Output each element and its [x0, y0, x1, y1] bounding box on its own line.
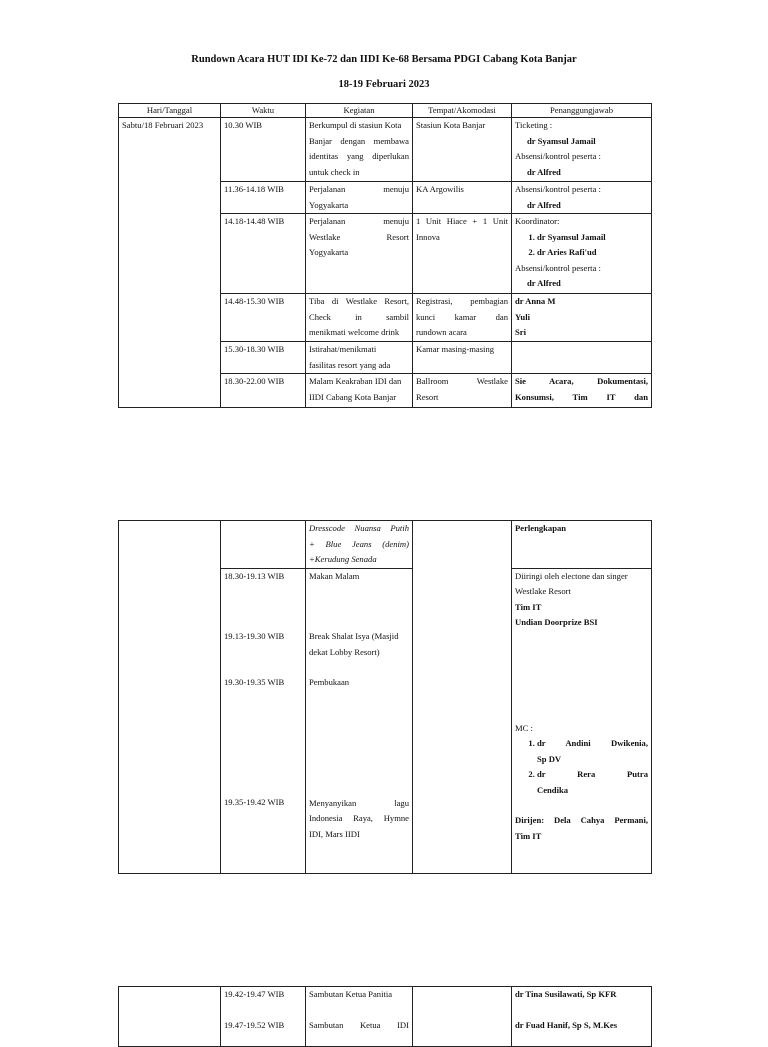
time-cell: 18.30-22.00 WIB: [221, 374, 306, 408]
rundown-table-3: [118, 986, 652, 1047]
time-cell: 11.36-14.18 WIB: [221, 182, 306, 214]
day-cell: [119, 987, 221, 1047]
table-header-row: [119, 104, 652, 118]
place-cell: Kamar masing-masing: [413, 342, 512, 374]
place-cell: 1 Unit Hiace + 1 Unit Innova: [413, 214, 512, 294]
table-row: [119, 521, 652, 569]
list-item: 2. dr Rera Putra Cendika: [537, 767, 648, 798]
pic-cell: Absensi/kontrol peserta : dr Alfred: [512, 182, 652, 214]
dresscode-cell: Dresscode Nuansa Putih + Blue Jeans (denim) +Kerudung Senada: [306, 521, 413, 569]
place-cell: Registrasi, pembagian kunci kamar dan rundown acara: [413, 294, 512, 342]
activity-cell: Malam Keakraban IDI dan IIDI Cabang Kota Banjar: [306, 374, 413, 408]
time-cell: 14.18-14.48 WIB: [221, 214, 306, 294]
list-item: 1. dr Syamsul Jamail: [537, 230, 648, 246]
place-cell: Stasiun Kota Banjar: [413, 118, 512, 182]
table-row: [119, 987, 652, 1047]
time-cell: [221, 521, 306, 569]
time-cell: 14.48-15.30 WIB: [221, 294, 306, 342]
activity-cell: Sambutan Ketua Panitia Sambutan Ketua IDI: [306, 987, 413, 1047]
pic-cell: [512, 342, 652, 374]
rundown-table-1: [118, 103, 652, 408]
pic-cell: Koordinator: 1. dr Syamsul Jamail 2. dr Aries Rafi'ud Absensi/kontrol peserta : dr Alfred: [512, 214, 652, 294]
day-cell: [119, 521, 221, 874]
header-hari: Hari/Tanggal: [119, 104, 221, 118]
time-cell: 15.30-18.30 WIB: [221, 342, 306, 374]
pic-cell: dr Tina Susilawati, Sp KFR dr Fuad Hanif, Sp S, M.Kes: [512, 987, 652, 1047]
header-kegiatan: Kegiatan: [306, 104, 413, 118]
time-cell: 19.42-19.47 WIB 19.47-19.52 WIB: [221, 987, 306, 1047]
activity-cell: Tiba di Westlake Resort, Check in sambil menikmati welcome drink: [306, 294, 413, 342]
time-cell: 10.30 WIB: [221, 118, 306, 182]
header-penanggungjawab: Penanggungjawab: [512, 104, 652, 118]
activity-cell: Perjalanan menuju Westlake Resort Yogyakarta: [306, 214, 413, 294]
document-subtitle: 18-19 Februari 2023: [338, 79, 430, 90]
pic-cell: Diiringi oleh electone dan singer Westlake Resort Tim IT Undian Doorprize BSI MC : 1. dr Andini Dwikenia, Sp DV 2. dr Rera Putra Cendika Dirijen: Dela Cahya Permani, Tim IT: [512, 568, 652, 873]
activity-cell: Makan Malam Break Shalat Isya (Masjid dekat Lobby Resort) Pembukaan Menyanyikan lagu Indonesia Raya, Hymne IDI, Mars IIDI: [306, 568, 413, 873]
time-cell: 18.30-19.13 WIB 19.13-19.30 WIB 19.30-19.35 WIB 19.35-19.42 WIB: [221, 568, 306, 873]
pic-cell: Ticketing : dr Syamsul Jamail Absensi/kontrol peserta : dr Alfred: [512, 118, 652, 182]
place-cell: [413, 521, 512, 874]
day-cell: Sabtu/18 Februari 2023: [119, 118, 221, 408]
table-row: [119, 118, 652, 182]
place-cell: [413, 987, 512, 1047]
activity-cell: Istirahat/menikmati fasilitas resort yang ada: [306, 342, 413, 374]
document-title: Rundown Acara HUT IDI Ke-72 dan IIDI Ke-68 Bersama PDGI Cabang Kota Banjar: [191, 54, 577, 65]
rundown-table-2: [118, 520, 652, 874]
activity-cell: Berkumpul di stasiun Kota Banjar dengan membawa identitas yang diperlukan untuk check in: [306, 118, 413, 182]
list-item: 1. dr Andini Dwikenia, Sp DV: [537, 736, 648, 767]
activity-cell: Perjalanan menuju Yogyakarta: [306, 182, 413, 214]
list-item: 2. dr Aries Rafi'ud: [537, 245, 648, 261]
header-waktu: Waktu: [221, 104, 306, 118]
coordinator-list: [515, 230, 648, 261]
header-tempat: Tempat/Akomodasi: [413, 104, 512, 118]
pic-cell: dr Anna M Yuli Sri: [512, 294, 652, 342]
pic-cell: Sie Acara, Dokumentasi, Konsumsi, Tim IT dan: [512, 374, 652, 408]
pic-cell: Perlengkapan: [512, 521, 652, 569]
place-cell: Ballroom Westlake Resort: [413, 374, 512, 408]
place-cell: KA Argowilis: [413, 182, 512, 214]
mc-list: [515, 736, 648, 798]
